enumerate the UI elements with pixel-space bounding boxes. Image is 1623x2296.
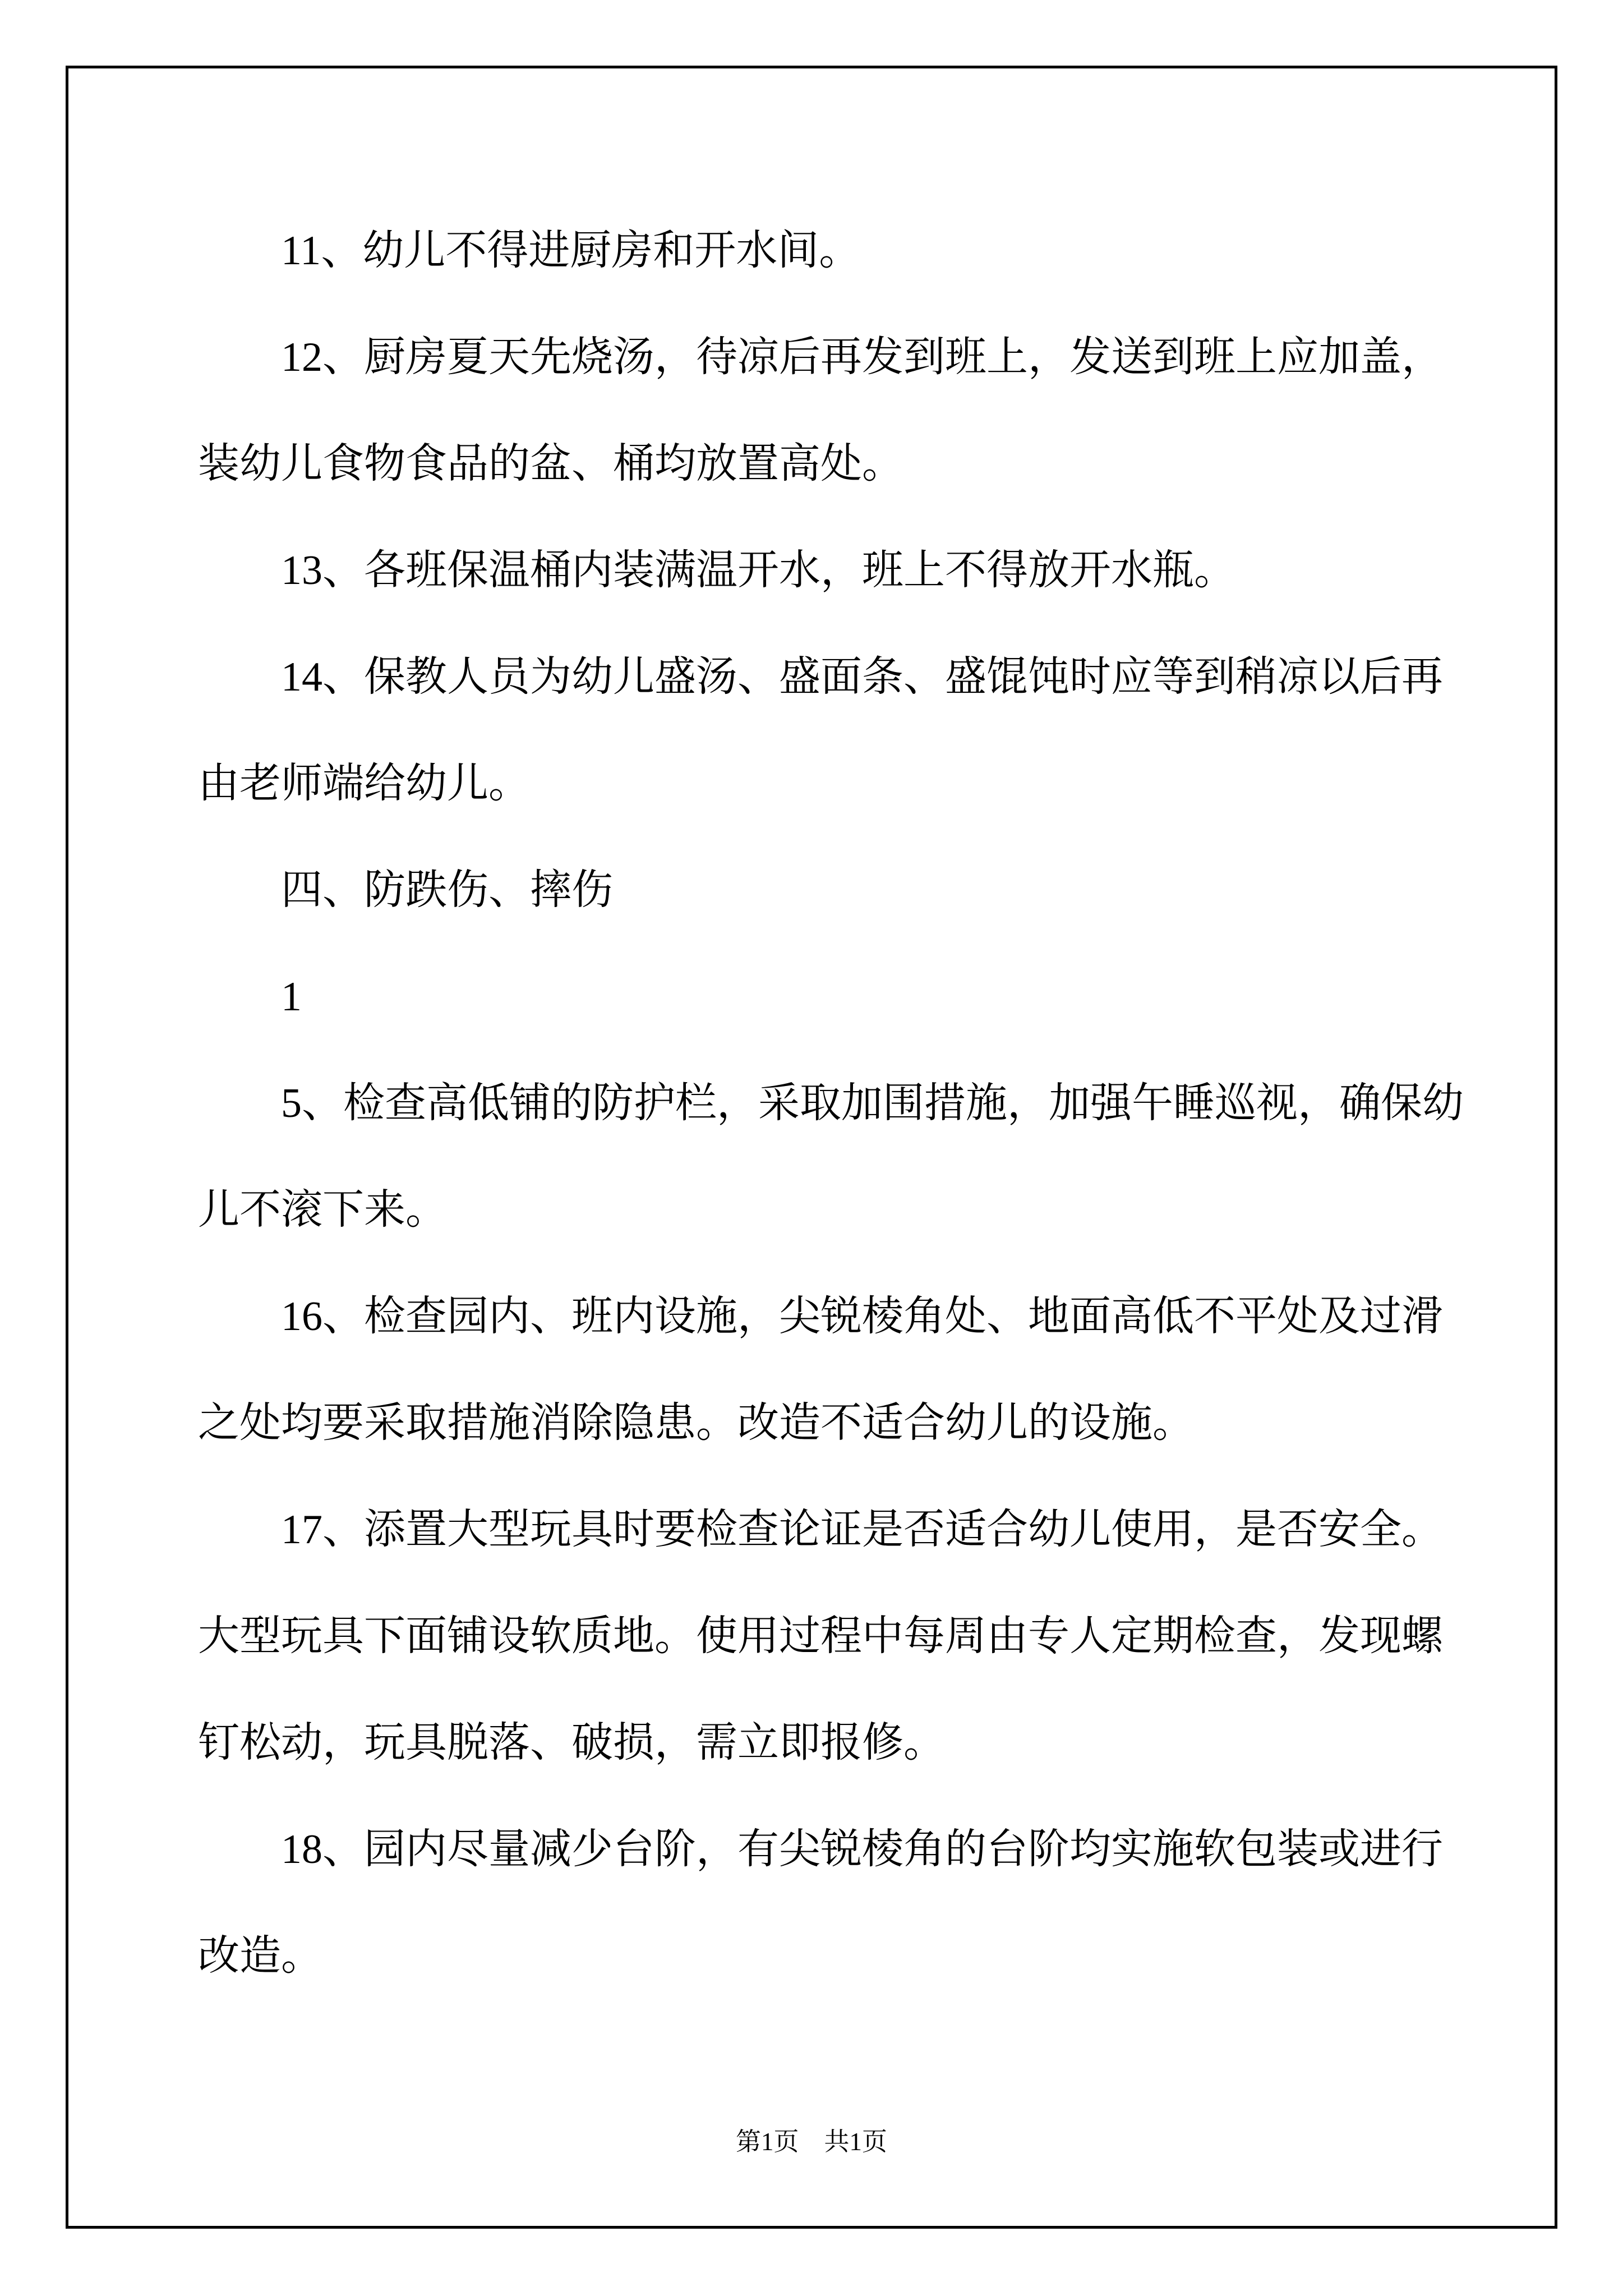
page-footer: [0, 2125, 1623, 2159]
paragraph-line: 18、园内尽量减少台阶，有尖锐棱角的台阶均实施软包装或进行: [281, 1826, 1443, 1872]
paragraph-line: 1: [281, 974, 302, 1020]
section-heading: 四、防跌伤、摔伤: [281, 867, 613, 913]
paragraph-line: 11、幼儿不得进厨房和开水间。: [281, 228, 861, 274]
paragraph-line: 14、保教人员为幼儿盛汤、盛面条、盛馄饨时应等到稍凉以后再: [281, 654, 1443, 700]
paragraph-line: 之处均要采取措施消除隐患。改造不适合幼儿的设施。: [198, 1400, 1194, 1446]
document-body: [198, 197, 1464, 2009]
paragraph-line: 17、添置大型玩具时要检查论证是否适合幼儿使用，是否安全。: [281, 1507, 1443, 1553]
paragraph-line: 钉松动，玩具脱落、破损，需立即报修。: [198, 1720, 945, 1766]
paragraph-line: 12、厨房夏天先烧汤，待凉后再发到班上，发送到班上应加盖，: [281, 334, 1443, 380]
paragraph-line: 13、各班保温桶内装满温开水，班上不得放开水瓶。: [281, 547, 1235, 593]
paragraph-line: 儿不滚下来。: [198, 1187, 447, 1233]
paragraph-line: 16、检查园内、班内设施，尖锐棱角处、地面高低不平处及过滑: [281, 1294, 1443, 1340]
paragraph-line: 5、检查高低铺的防护栏，采取加围措施，加强午睡巡视，确保幼: [281, 1080, 1464, 1126]
footer-page-number: 第1页: [735, 2128, 799, 2156]
paragraph-line: 装幼儿食物食品的盆、桶均放置高处。: [198, 441, 903, 487]
paragraph-line: 改造。: [198, 1933, 322, 1979]
paragraph-line: 由老师端给幼儿。: [198, 761, 530, 807]
footer-total-pages: 共1页: [824, 2128, 888, 2156]
paragraph-line: 大型玩具下面铺设软质地。使用过程中每周由专人定期检查，发现螺: [198, 1613, 1443, 1659]
